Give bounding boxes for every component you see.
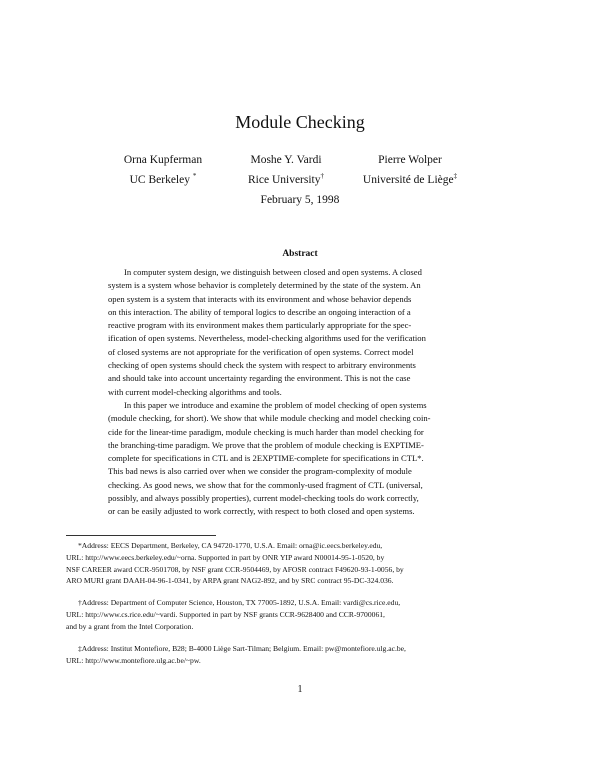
text-line: open system is a system that interacts with its environment and whose behavior depends: [108, 293, 412, 304]
text-line: with current model-checking algorithms and tools.: [108, 386, 282, 397]
footnote-1: [66, 540, 526, 587]
text-line: the branching-time paradigm. We prove that the problem of module checking is EXPTIME-: [108, 439, 424, 450]
text-line: reactive program with its environment makes them particularly appropriate for the spec-: [108, 320, 412, 331]
text-line: system is a system whose behavior is completely determined by the state of the system. An: [108, 280, 421, 291]
footnote-2: [66, 597, 526, 632]
author-name: Moshe Y. Vardi: [250, 154, 322, 166]
text-line: on this interaction. The ability of temporal logics to describe an ongoing interaction of a: [108, 306, 411, 317]
footnote-line: †Address: Department of Computer Science, Houston, TX 77005-1892, U.S.A. Email: vardi@cs.rice.edu,: [78, 598, 401, 607]
footnote-line: URL: http://www.eecs.berkeley.edu/~orna. Supported in part by ONR YIP award N00014-95-1-0520, by: [66, 552, 385, 562]
text-line: This bad news is also carried over when we consider the program-complexity of module: [108, 466, 412, 477]
text-line: ification of open systems. Nevertheless, model-checking algorithms used for the verification: [108, 333, 426, 344]
text-line: checking. As good news, we show that for the commonly-used fragment of CTL (universal,: [108, 479, 423, 490]
footnote-divider: [66, 535, 216, 536]
author-affiliation: UC Berkeley *: [129, 172, 197, 186]
abstract-heading: Abstract: [282, 249, 318, 259]
footnote-line: NSF CAREER award CCR-9501708, by NSF grant CCR-9504469, by AFOSR contract F49620-93-1-0056, by: [66, 564, 404, 574]
author-name: Pierre Wolper: [378, 154, 442, 166]
text-line: cide for the linear-time paradigm, module checking is much harder than model checking for: [108, 426, 424, 437]
paper-date: February 5, 1998: [260, 194, 340, 206]
author-block-3: [346, 152, 474, 188]
author-name: Orna Kupferman: [123, 154, 203, 166]
text-line: In computer system design, we distinguish between closed and open systems. A closed: [124, 267, 422, 277]
author-affiliation: Rice University†: [248, 172, 324, 186]
abstract-paragraph-2: [108, 399, 508, 519]
author-block-2: [226, 152, 346, 188]
text-line: of closed systems are not appropriate for the verification of open systems. Correct model: [108, 346, 414, 357]
paper-title: Module Checking: [235, 112, 365, 132]
page-number: 1: [297, 684, 303, 695]
footnote-line: and by a grant from the Intel Corporation.: [66, 621, 194, 631]
author-block-1: [108, 152, 218, 188]
footnote-line: *Address: EECS Department, Berkeley, CA 94720-1770, U.S.A. Email: orna@ic.eecs.berkeley.edu,: [78, 541, 383, 550]
text-line: possibly, and always possibly properties), current model-checking tools do work correctly,: [108, 493, 419, 504]
text-line: checking of open systems should check the system with respect to arbitrary environments: [108, 360, 416, 371]
footnote-line: ARO MURI grant DAAH-04-96-1-0341, by ARPA grant NAG2-892, and by SRC contract 95-DC-324.036.: [66, 576, 394, 586]
abstract-paragraph-1: [108, 266, 508, 399]
footnote-line: URL: http://www.montefiore.ulg.ac.be/~pw.: [66, 655, 201, 665]
text-line: (module checking, for short). We show that while module checking and model checking coin-: [108, 413, 431, 424]
footnote-3: [66, 643, 526, 667]
footnote-line: URL: http://www.cs.rice.edu/~vardi. Supported in part by NSF grants CCR-9628400 and CCR-9700061,: [66, 609, 385, 619]
text-line: and should take into account uncertainty regarding the environment. This is not the case: [108, 373, 411, 384]
footnote-line: ‡Address: Institut Montefiore, B28; B-4000 Liège Sart-Tilman; Belgium. Email: pw@montefiore.ulg.ac.be,: [78, 644, 406, 653]
text-line: In this paper we introduce and examine the problem of model checking of open systems: [124, 400, 427, 410]
text-line: or can be easily adjusted to work correctly, with respect to both closed and open systems.: [108, 506, 415, 517]
author-affiliation: Université de Liège‡: [362, 172, 458, 186]
text-line: complete for specifications in CTL and is 2EXPTIME-complete for specifications in CTL*.: [108, 453, 424, 464]
